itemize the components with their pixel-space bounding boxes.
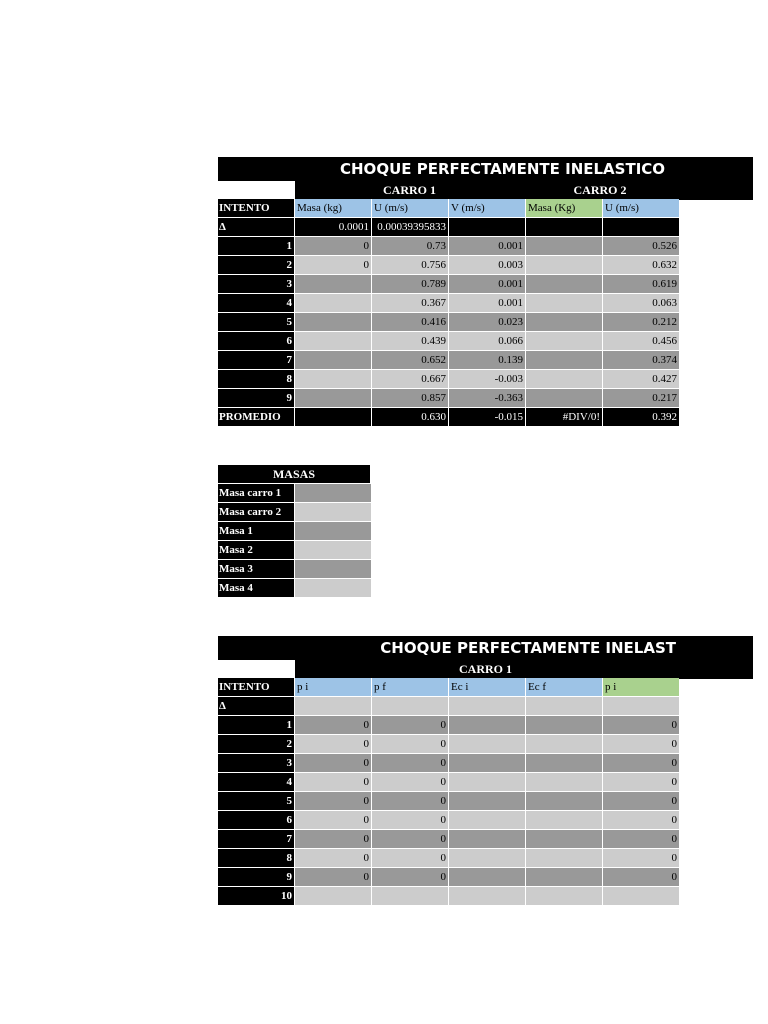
cell[interactable]: 0 xyxy=(603,830,679,848)
cell[interactable]: 0 xyxy=(603,773,679,791)
masas-label: Masa 1 xyxy=(218,522,294,540)
cell[interactable] xyxy=(526,830,602,848)
header-intento: INTENTO xyxy=(218,199,294,217)
cell[interactable]: 0.756 xyxy=(372,256,448,274)
cell[interactable]: -0.003 xyxy=(449,370,525,388)
table2-header-row xyxy=(218,678,679,697)
table2-group-carro1: CARRO 1 xyxy=(295,660,676,678)
cell[interactable] xyxy=(449,773,525,791)
cell[interactable]: 0.439 xyxy=(372,332,448,350)
masas-row xyxy=(218,541,371,560)
cell[interactable] xyxy=(295,887,371,905)
cell[interactable]: 0.00039395833 xyxy=(372,218,448,236)
cell[interactable]: 0.217 xyxy=(603,389,679,407)
cell[interactable] xyxy=(526,275,602,293)
cell[interactable] xyxy=(526,716,602,734)
cell[interactable]: -0.015 xyxy=(449,408,525,426)
cell[interactable] xyxy=(526,370,602,388)
table-row xyxy=(218,887,679,906)
cell[interactable]: 0 xyxy=(295,830,371,848)
cell[interactable] xyxy=(603,697,679,715)
cell[interactable]: 0 xyxy=(372,868,448,886)
table-row xyxy=(218,697,679,716)
cell[interactable]: 0.139 xyxy=(449,351,525,369)
table-row xyxy=(218,716,679,735)
cell[interactable] xyxy=(526,792,602,810)
cell[interactable] xyxy=(526,754,602,772)
cell[interactable]: 0.652 xyxy=(372,351,448,369)
header-p-i-2[interactable]: p i xyxy=(603,678,679,696)
cell[interactable]: 0.063 xyxy=(603,294,679,312)
cell[interactable]: #DIV/0! xyxy=(526,408,602,426)
cell[interactable]: 0 xyxy=(372,773,448,791)
row-label: 3 xyxy=(218,754,294,772)
cell[interactable] xyxy=(295,294,371,312)
row-label: 7 xyxy=(218,351,294,369)
cell[interactable] xyxy=(295,408,371,426)
row-label: 2 xyxy=(218,735,294,753)
header-masa-kg[interactable]: Masa (kg) xyxy=(295,199,371,217)
cell[interactable]: 0.619 xyxy=(603,275,679,293)
table-row xyxy=(218,332,679,351)
table1-title: CHOQUE PERFECTAMENTE INELASTICO xyxy=(340,160,666,178)
header-masa-kg-2[interactable]: Masa (Kg) xyxy=(526,199,602,217)
masas-value-cell[interactable] xyxy=(295,560,371,578)
cell[interactable] xyxy=(526,256,602,274)
table1-title-bar xyxy=(218,157,753,181)
masas-value-cell[interactable] xyxy=(295,579,371,597)
table-row xyxy=(218,754,679,773)
cell[interactable]: 0 xyxy=(372,792,448,810)
cell[interactable]: 0 xyxy=(603,849,679,867)
cell[interactable] xyxy=(449,792,525,810)
table1-group-carro1: CARRO 1 xyxy=(295,181,524,199)
cell[interactable]: 0 xyxy=(603,792,679,810)
table-row xyxy=(218,256,679,275)
cell[interactable]: 0 xyxy=(603,716,679,734)
cell[interactable] xyxy=(526,868,602,886)
table-row xyxy=(218,830,679,849)
table2-title: CHOQUE PERFECTAMENTE INELAST xyxy=(380,639,676,657)
masas-label: Masa carro 1 xyxy=(218,484,294,502)
header-p-f[interactable]: p f xyxy=(372,678,448,696)
row-label: 4 xyxy=(218,773,294,791)
table-row-promedio xyxy=(218,408,679,427)
cell[interactable]: 0.526 xyxy=(603,237,679,255)
cell[interactable]: 0 xyxy=(295,811,371,829)
table-row xyxy=(218,735,679,754)
cell[interactable] xyxy=(449,849,525,867)
cell[interactable] xyxy=(526,218,602,236)
table-row xyxy=(218,313,679,332)
cell[interactable] xyxy=(295,313,371,331)
cell[interactable] xyxy=(526,849,602,867)
cell[interactable] xyxy=(526,697,602,715)
table-row xyxy=(218,237,679,256)
cell[interactable] xyxy=(449,811,525,829)
masas-value-cell[interactable] xyxy=(295,484,371,502)
cell[interactable]: 0.023 xyxy=(449,313,525,331)
row-label: 3 xyxy=(218,275,294,293)
cell[interactable]: 0 xyxy=(295,754,371,772)
cell[interactable] xyxy=(526,351,602,369)
cell[interactable] xyxy=(449,716,525,734)
masas-row xyxy=(218,503,371,522)
row-label: 6 xyxy=(218,811,294,829)
masas-row xyxy=(218,484,371,503)
cell[interactable]: 0.427 xyxy=(603,370,679,388)
cell[interactable]: 0.001 xyxy=(449,275,525,293)
cell[interactable]: 0.857 xyxy=(372,389,448,407)
table-row xyxy=(218,811,679,830)
cell[interactable]: 0 xyxy=(295,237,371,255)
cell[interactable]: 0 xyxy=(295,849,371,867)
cell[interactable]: 0.001 xyxy=(449,294,525,312)
header-p-i[interactable]: p i xyxy=(295,678,371,696)
row-label: PROMEDIO xyxy=(218,408,294,426)
cell[interactable]: 0 xyxy=(372,849,448,867)
cell[interactable]: 0 xyxy=(295,716,371,734)
table-row xyxy=(218,792,679,811)
masas-row xyxy=(218,579,371,598)
cell[interactable] xyxy=(295,370,371,388)
cell[interactable] xyxy=(449,218,525,236)
row-label: 9 xyxy=(218,389,294,407)
table-row xyxy=(218,218,679,237)
cell[interactable]: 0 xyxy=(295,256,371,274)
masas-row xyxy=(218,560,371,579)
cell[interactable]: 0 xyxy=(603,735,679,753)
table-row xyxy=(218,868,679,887)
table1-group-carro2: CARRO 2 xyxy=(524,181,676,199)
table1-header-row xyxy=(218,199,679,218)
cell[interactable]: 0 xyxy=(372,830,448,848)
cell[interactable]: 0 xyxy=(295,735,371,753)
cell[interactable]: 0 xyxy=(372,716,448,734)
masas-value-cell[interactable] xyxy=(295,541,371,559)
table-row xyxy=(218,351,679,370)
cell[interactable]: 0 xyxy=(295,792,371,810)
cell[interactable] xyxy=(449,697,525,715)
masas-value-cell[interactable] xyxy=(295,522,371,540)
cell[interactable]: 0.066 xyxy=(449,332,525,350)
cell[interactable]: 0.001 xyxy=(449,237,525,255)
row-label: 1 xyxy=(218,237,294,255)
cell[interactable]: 0 xyxy=(603,868,679,886)
table1-title-bar-extension xyxy=(676,181,753,200)
cell[interactable]: 0.789 xyxy=(372,275,448,293)
masas-row xyxy=(218,522,371,541)
cell[interactable] xyxy=(526,773,602,791)
table2-title-bar xyxy=(218,636,753,660)
masas-title: MASAS xyxy=(218,465,370,483)
cell[interactable]: 0 xyxy=(603,754,679,772)
header-ec-i[interactable]: Ec i xyxy=(449,678,525,696)
row-label: 1 xyxy=(218,716,294,734)
row-label: 4 xyxy=(218,294,294,312)
cell[interactable] xyxy=(526,735,602,753)
cell[interactable] xyxy=(526,389,602,407)
cell[interactable] xyxy=(526,887,602,905)
table-row xyxy=(218,389,679,408)
table-row xyxy=(218,370,679,389)
row-label: 9 xyxy=(218,868,294,886)
cell[interactable] xyxy=(526,237,602,255)
header-ec-f[interactable]: Ec f xyxy=(526,678,602,696)
cell[interactable]: 0.212 xyxy=(603,313,679,331)
cell[interactable] xyxy=(526,811,602,829)
cell[interactable] xyxy=(295,697,371,715)
cell[interactable]: 0.003 xyxy=(449,256,525,274)
cell[interactable]: 0.367 xyxy=(372,294,448,312)
cell[interactable] xyxy=(449,735,525,753)
cell[interactable] xyxy=(295,275,371,293)
cell[interactable] xyxy=(526,313,602,331)
cell[interactable] xyxy=(295,351,371,369)
cell[interactable] xyxy=(526,294,602,312)
cell[interactable] xyxy=(449,887,525,905)
header-u-ms-2[interactable]: U (m/s) xyxy=(603,199,679,217)
table2-title-bar-extension xyxy=(676,660,753,679)
table-row xyxy=(218,294,679,313)
row-label: 6 xyxy=(218,332,294,350)
cell[interactable]: 0 xyxy=(295,773,371,791)
cell[interactable] xyxy=(449,868,525,886)
row-label: 5 xyxy=(218,792,294,810)
cell[interactable] xyxy=(603,887,679,905)
cell[interactable] xyxy=(372,697,448,715)
masas-label: Masa 3 xyxy=(218,560,294,578)
row-label: 8 xyxy=(218,370,294,388)
cell[interactable] xyxy=(449,830,525,848)
row-label: 10 xyxy=(218,887,294,905)
cell[interactable]: 0 xyxy=(295,868,371,886)
cell[interactable]: 0 xyxy=(372,735,448,753)
cell[interactable]: -0.363 xyxy=(449,389,525,407)
row-label: Δ xyxy=(218,218,294,236)
cell[interactable]: 0.416 xyxy=(372,313,448,331)
table-row xyxy=(218,275,679,294)
cell[interactable]: 0.456 xyxy=(603,332,679,350)
cell[interactable]: 0.73 xyxy=(372,237,448,255)
cell[interactable]: 0.392 xyxy=(603,408,679,426)
header-v-ms[interactable]: V (m/s) xyxy=(449,199,525,217)
table-row xyxy=(218,849,679,868)
cell[interactable]: 0.667 xyxy=(372,370,448,388)
table-row xyxy=(218,773,679,792)
row-label: 5 xyxy=(218,313,294,331)
cell[interactable]: 0.632 xyxy=(603,256,679,274)
row-label: 2 xyxy=(218,256,294,274)
cell[interactable] xyxy=(526,332,602,350)
cell[interactable]: 0 xyxy=(372,754,448,772)
cell[interactable] xyxy=(603,218,679,236)
row-label: 7 xyxy=(218,830,294,848)
cell[interactable]: 0.0001 xyxy=(295,218,371,236)
masas-label: Masa 2 xyxy=(218,541,294,559)
masas-label: Masa 4 xyxy=(218,579,294,597)
cell[interactable]: 0 xyxy=(603,811,679,829)
cell[interactable] xyxy=(449,754,525,772)
masas-value-cell[interactable] xyxy=(295,503,371,521)
cell[interactable] xyxy=(295,389,371,407)
header-intento: INTENTO xyxy=(218,678,294,696)
cell[interactable]: 0 xyxy=(372,811,448,829)
cell[interactable]: 0.630 xyxy=(372,408,448,426)
masas-label: Masa carro 2 xyxy=(218,503,294,521)
header-u-ms[interactable]: U (m/s) xyxy=(372,199,448,217)
cell[interactable]: 0.374 xyxy=(603,351,679,369)
cell[interactable] xyxy=(372,887,448,905)
cell[interactable] xyxy=(295,332,371,350)
row-label: 8 xyxy=(218,849,294,867)
row-label: Δ xyxy=(218,697,294,715)
